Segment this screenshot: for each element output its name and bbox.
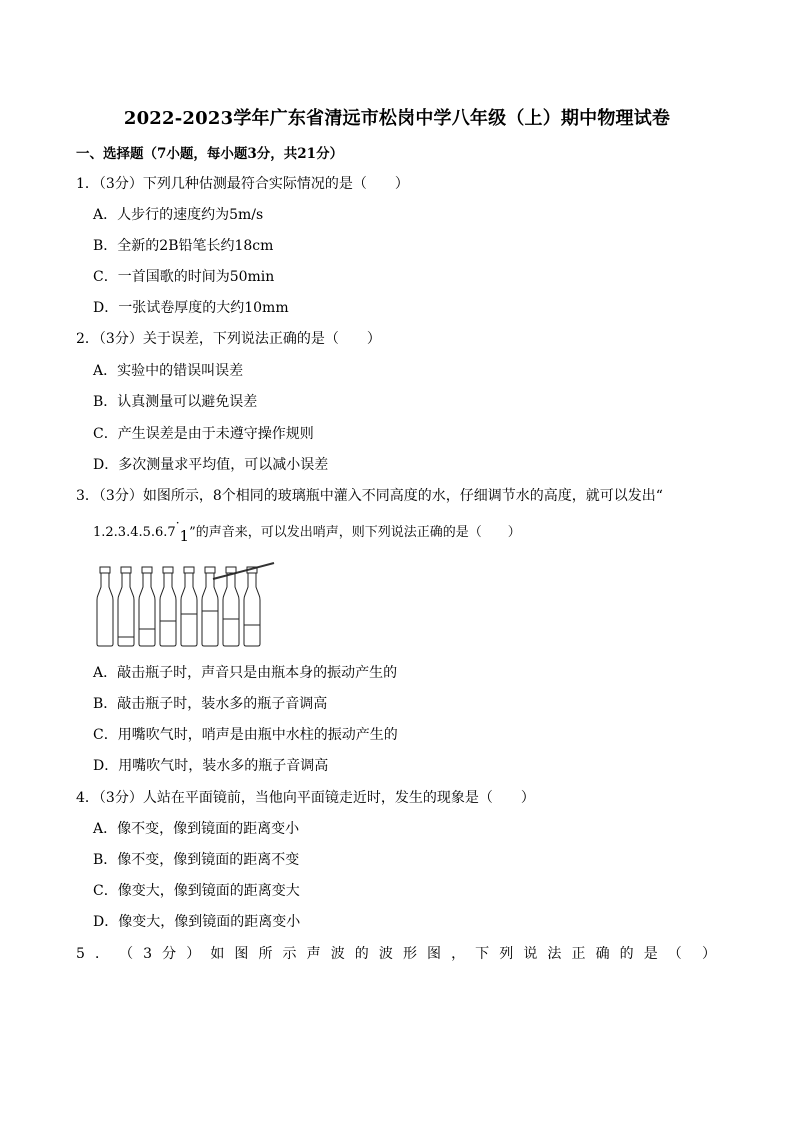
question-3-option-b: B．敲击瓶子时，装水多的瓶子音调高 bbox=[93, 696, 328, 712]
bottle-2 bbox=[118, 567, 134, 646]
striking-stick bbox=[213, 563, 274, 579]
q5-char: （ bbox=[119, 946, 134, 962]
bottle-7 bbox=[223, 567, 239, 646]
q5-char: 3 bbox=[143, 946, 153, 962]
glass-bottles-figure bbox=[92, 557, 282, 653]
q5-char: 正 bbox=[571, 946, 586, 962]
q5-char: （ bbox=[667, 946, 682, 962]
q5-char: 声 bbox=[306, 946, 321, 962]
question-5-stem bbox=[76, 945, 716, 963]
bottle-8 bbox=[244, 567, 260, 646]
question-3-stem: 3．（3分）如图所示，8个相同的玻璃瓶中灌入不同高度的水，仔细调节水的高度，就可以发出“ bbox=[76, 488, 663, 504]
q5-char: 示 bbox=[282, 946, 297, 962]
bottle-3 bbox=[139, 567, 155, 646]
question-1-option-d: D．一张试卷厚度的大约10mm bbox=[93, 300, 289, 316]
question-4-option-a: A．像不变，像到镜面的距离变小 bbox=[93, 821, 300, 837]
q5-char: 说 bbox=[523, 946, 538, 962]
q5-char: 的 bbox=[619, 946, 634, 962]
question-1-option-b: B．全新的2B铅笔长约18cm bbox=[93, 238, 274, 254]
question-4-option-c: C．像变大，像到镜面的距离变大 bbox=[93, 883, 300, 899]
q5-char: 分 bbox=[162, 946, 177, 962]
question-3-stem-tail: ”的声音来，可以发出哨声，则下列说法正确的是（ ） bbox=[189, 525, 521, 540]
q5-char: 法 bbox=[547, 946, 562, 962]
question-2-option-c: C．产生误差是由于未遵守操作规则 bbox=[93, 426, 314, 442]
q5-char: ） bbox=[186, 946, 201, 962]
q5-char: 列 bbox=[499, 946, 514, 962]
bottle-4 bbox=[160, 567, 176, 646]
q5-char: 波 bbox=[378, 946, 393, 962]
question-1-stem: 1．（3分）下列几种估测最符合实际情况的是（ ） bbox=[76, 176, 409, 192]
question-3-option-a: A．敲击瓶子时，声音只是由瓶本身的振动产生的 bbox=[93, 665, 398, 681]
q5-char: 是 bbox=[643, 946, 658, 962]
question-4-option-b: B．像不变，像到镜面的距离不变 bbox=[93, 852, 300, 868]
q5-char: 所 bbox=[258, 946, 273, 962]
section-heading: 一、选择题（7小题，每小题3分，共21分） bbox=[76, 146, 344, 162]
question-2-option-a: A．实验中的错误叫误差 bbox=[93, 363, 244, 379]
question-3-option-d: D．用嘴吹气时，装水多的瓶子音调高 bbox=[93, 758, 329, 774]
question-3-stem-continuation bbox=[93, 516, 521, 545]
question-4-option-d: D．像变大，像到镜面的距离变小 bbox=[93, 914, 301, 930]
q5-char: 如 bbox=[210, 946, 225, 962]
bottle-1 bbox=[97, 567, 113, 646]
high-note-one: 1 bbox=[179, 527, 190, 545]
question-1-option-a: A．人步行的速度约为5m/s bbox=[93, 207, 264, 223]
q5-char: ） bbox=[701, 946, 716, 962]
question-4-stem: 4．（3分）人站在平面镜前，当他向平面镜走近时，发生的现象是（ ） bbox=[76, 790, 535, 806]
q5-char: ． bbox=[95, 946, 109, 962]
question-2-option-d: D．多次测量求平均值，可以减小误差 bbox=[93, 457, 329, 473]
bottle-5 bbox=[181, 567, 197, 646]
music-notes: 1.2.3.4.5.6.7 bbox=[93, 525, 176, 540]
q5-char: 波 bbox=[330, 946, 345, 962]
question-3-option-c: C．用嘴吹气时，哨声是由瓶中水柱的振动产生的 bbox=[93, 727, 398, 743]
q5-char: 5 bbox=[76, 946, 85, 962]
question-2-option-b: B．认真测量可以避免误差 bbox=[93, 394, 258, 410]
q5-char: ， bbox=[451, 946, 466, 962]
q5-char: 图 bbox=[234, 946, 249, 962]
exam-title: 2022-2023学年广东省清远市松岗中学八年级（上）期中物理试卷 bbox=[123, 108, 671, 129]
q5-char: 形 bbox=[402, 946, 417, 962]
q5-char: 的 bbox=[354, 946, 369, 962]
question-2-stem: 2．（3分）关于误差，下列说法正确的是（ ） bbox=[76, 331, 381, 347]
question-1-option-c: C．一首国歌的时间为50min bbox=[93, 269, 275, 285]
high-note-dot: · bbox=[175, 516, 180, 530]
q5-char: 下 bbox=[475, 946, 490, 962]
q5-char: 图 bbox=[427, 946, 442, 962]
q5-char: 确 bbox=[595, 946, 610, 962]
